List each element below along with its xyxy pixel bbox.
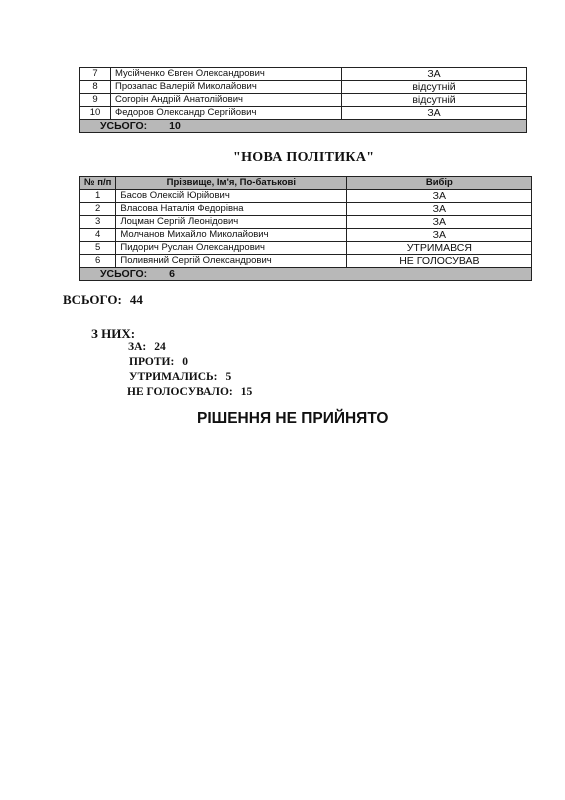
stat-abstained: [129, 371, 231, 383]
total-value: 6: [169, 268, 176, 280]
faction-votes-table-1: [79, 67, 527, 133]
header-num: № п/п: [80, 177, 116, 190]
row-number: 3: [80, 216, 116, 229]
vote-choice: відсутній: [342, 94, 527, 107]
stat-against-value: 0: [182, 356, 189, 368]
row-number: 7: [80, 68, 111, 81]
row-number: 4: [80, 229, 116, 242]
deputy-name: Прозапас Валерій Миколайович: [111, 81, 342, 94]
stat-not-voted-value: 15: [240, 386, 253, 398]
decision-title: РІШЕННЯ НЕ ПРИЙНЯТО: [197, 410, 389, 427]
faction-total: [80, 268, 532, 281]
deputy-name: Басов Олексій Юрійович: [116, 190, 347, 203]
vote-choice: ЗА: [347, 203, 532, 216]
deputy-name: Власова Наталія Федорівна: [116, 203, 347, 216]
vote-choice: відсутній: [342, 81, 527, 94]
table-row: [80, 94, 527, 107]
vote-choice: ЗА: [347, 216, 532, 229]
stat-for: [128, 341, 166, 353]
faction-title: "НОВА ПОЛІТИКА": [233, 150, 375, 165]
stat-for-value: 24: [154, 341, 166, 353]
grand-total-label: ВСЬОГО:: [63, 292, 122, 307]
table-total-row: [80, 120, 527, 133]
stat-abstained-value: 5: [225, 371, 232, 383]
row-number: 8: [80, 81, 111, 94]
table-row: [80, 68, 527, 81]
deputy-name: Молчанов Михайло Миколайович: [116, 229, 347, 242]
stat-for-label: ЗА:: [128, 341, 147, 353]
stat-abstained-label: УТРИМАЛИСЬ:: [129, 371, 218, 383]
table-row: [80, 255, 532, 268]
grand-total-value: 44: [129, 292, 143, 307]
row-number: 1: [80, 190, 116, 203]
total-value: 10: [169, 120, 181, 132]
stat-against: [129, 356, 188, 368]
header-vote: Вибір: [347, 177, 532, 190]
row-number: 6: [80, 255, 116, 268]
table-row: [80, 81, 527, 94]
deputy-name: Согорін Андрій Анатолійович: [111, 94, 342, 107]
row-number: 10: [80, 107, 111, 120]
vote-choice: ЗА: [347, 229, 532, 242]
table-row: [80, 190, 532, 203]
vote-choice: ЗА: [347, 190, 532, 203]
table-total-row: [80, 268, 532, 281]
of-them-label: З НИХ:: [91, 326, 136, 341]
faction-total: [80, 120, 527, 133]
stat-not-voted-label: НЕ ГОЛОСУВАЛО:: [127, 386, 233, 398]
deputy-name: Поливяний Сергій Олександрович: [116, 255, 347, 268]
row-number: 2: [80, 203, 116, 216]
header-name: Прізвище, Ім'я, По-батькові: [116, 177, 347, 190]
vote-choice: УТРИМАВСЯ: [347, 242, 532, 255]
table-row: [80, 203, 532, 216]
row-number: 9: [80, 94, 111, 107]
vote-choice: ЗА: [342, 107, 527, 120]
grand-total: [63, 292, 143, 308]
vote-choice: ЗА: [342, 68, 527, 81]
table-row: [80, 242, 532, 255]
total-label: УСЬОГО:: [100, 120, 148, 132]
total-label: УСЬОГО:: [100, 268, 148, 280]
deputy-name: Мусійченко Євген Олександрович: [111, 68, 342, 81]
table-header-row: [80, 177, 532, 190]
deputy-name: Федоров Олександр Сергійович: [111, 107, 342, 120]
deputy-name: Пидорич Руслан Олександрович: [116, 242, 347, 255]
row-number: 5: [80, 242, 116, 255]
vote-choice: НЕ ГОЛОСУВАВ: [347, 255, 532, 268]
faction-votes-table-2: [79, 176, 532, 281]
stat-not-voted: [127, 386, 252, 398]
stat-against-label: ПРОТИ:: [129, 356, 175, 368]
deputy-name: Лоцман Сергій Леонідович: [116, 216, 347, 229]
table-row: [80, 216, 532, 229]
table-row: [80, 229, 532, 242]
table-row: [80, 107, 527, 120]
